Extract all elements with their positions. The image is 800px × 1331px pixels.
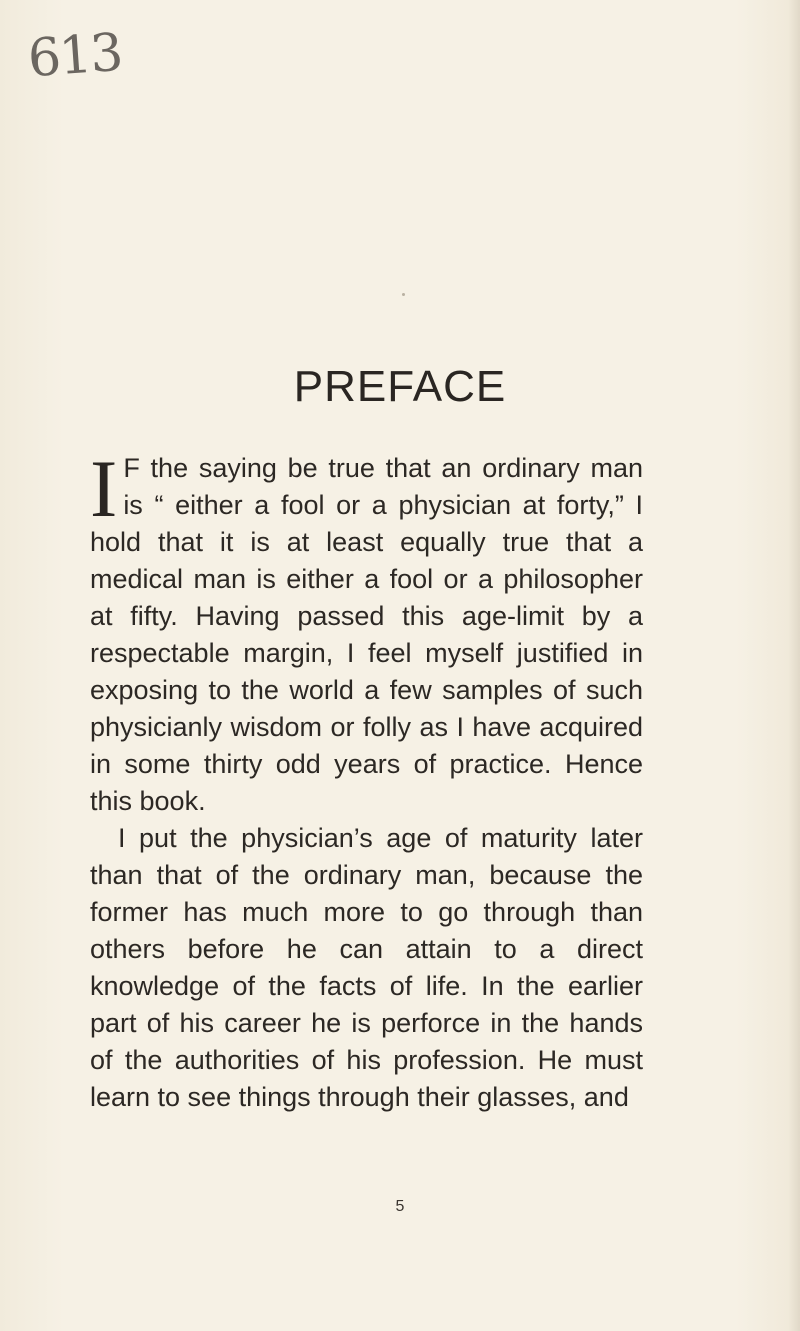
page-edge-shadow [788,0,800,1331]
paper-speck [402,293,405,296]
page-number: 5 [395,1198,405,1215]
drop-cap: I [90,443,118,534]
body-text [90,443,643,1116]
page-title: PREFACE [293,362,507,411]
paragraph-2: I put the physician’s age of maturity later than that of the ordinary man, because the former has much more to go through than others before he can attain to a direct knowledge of the facts of life. In the earlier part of his career he is perforce in the hands of the authorities of his profession. He must learn to see things through their glasses, and [90,823,643,1112]
handwritten-shelfmark: 613 [26,22,124,90]
paragraph-1-text: F the saying be true that an ordinary man is “ either a fool or a physician at forty,” I hold that it is at least equally true that a medical man is either a fool or a philosopher at fifty. Having passed this age-limit by a respectable margin, I feel myself justified in exposing to the world a few samples of such physicianly wisdom or folly as I have acquired in some thirty odd years of practice. Hence this book. [90,453,643,816]
paragraph-1 [90,443,643,820]
